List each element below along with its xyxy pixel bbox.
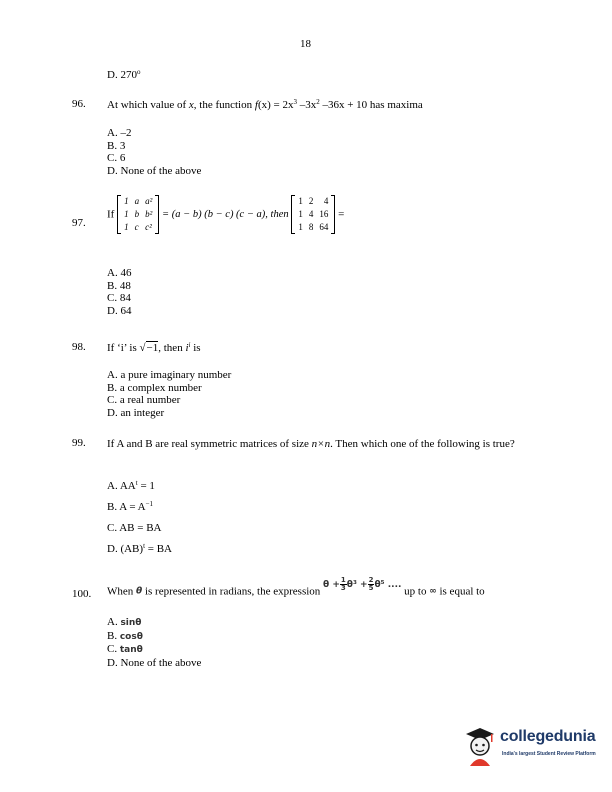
logo-tagline: India's largest Student Review Platform <box>502 751 596 757</box>
options-list <box>107 267 131 317</box>
previous-question-option-d: D. 270$^o$ <box>107 68 141 81</box>
question-stem: If 1 a a² 1 b b² 1 c c² = (a − b) (b − c) (c − a), then 1 2 4 1 4 16 1 8 64 = <box>107 196 345 232</box>
option-c: C. tanθ <box>107 643 143 655</box>
options-list <box>107 127 201 177</box>
option-d: D. (AB)$^t$ = BA <box>107 542 172 555</box>
question-stem: If A and B are real symmetric matrices of size n×n. Then which one of the following is true? <box>107 438 515 450</box>
option-c: C. a real number <box>107 394 181 406</box>
question-stem: If ‘i’ is √−1, then $i^i$ is <box>107 341 201 354</box>
option-d: D. 64 <box>107 304 132 317</box>
determinant-2: 1 2 4 1 4 16 1 8 64 <box>291 195 335 234</box>
question-number: 100. <box>72 588 92 600</box>
option-b: B. 3 <box>107 139 126 152</box>
options-list <box>107 369 231 419</box>
option-b: B. $A = A^{-1}$ <box>107 500 154 513</box>
question-number: 99. <box>72 437 86 449</box>
option-a: A. a pure imaginary number <box>107 369 232 381</box>
option-b: B. a complex number <box>107 381 202 394</box>
question-number: 98. <box>72 341 86 353</box>
collegedunia-logo <box>462 722 602 772</box>
option-d: D. an integer <box>107 406 165 419</box>
page-number: 18 <box>300 38 311 50</box>
option-a: A. –2 <box>107 127 132 139</box>
options-list <box>107 476 172 560</box>
option-a: A. $AA^t = 1$ <box>107 479 155 492</box>
question-number: 96. <box>72 98 86 110</box>
logo-wordmark: collegedunia <box>500 728 596 745</box>
graduate-mascot-icon <box>462 722 498 768</box>
question-stem: At which value of x, the function $f(x) = 2x^3$ $-3x^2$ –36x + 10 has maxima <box>107 98 423 111</box>
question-number: 97. <box>72 217 86 229</box>
option-c: C. AB = BA <box>107 522 162 534</box>
option-b: B. cosθ <box>107 629 143 642</box>
option-d: D. None of the above <box>107 656 202 669</box>
series-expression: θ + 1 3 θ³ + 2 5 θ⁵ .... <box>323 576 402 593</box>
determinant-1: 1 a a² 1 b b² 1 c c² <box>117 195 159 234</box>
option-c: C. 6 <box>107 152 126 164</box>
option-a: A. sinθ <box>107 616 142 628</box>
options-list <box>107 616 201 669</box>
question-stem: When θ is represented in radians, the expression $^{\theta + \frac{1}{3} \theta^3 + \frac{2}{5} \theta^5 ....}$ up to ∞ is equal to <box>107 576 485 598</box>
option-d: D. None of the above <box>107 164 202 177</box>
option-b: B. 48 <box>107 279 131 292</box>
option-a: A. 46 <box>107 267 132 279</box>
option-c: C. 84 <box>107 292 131 304</box>
